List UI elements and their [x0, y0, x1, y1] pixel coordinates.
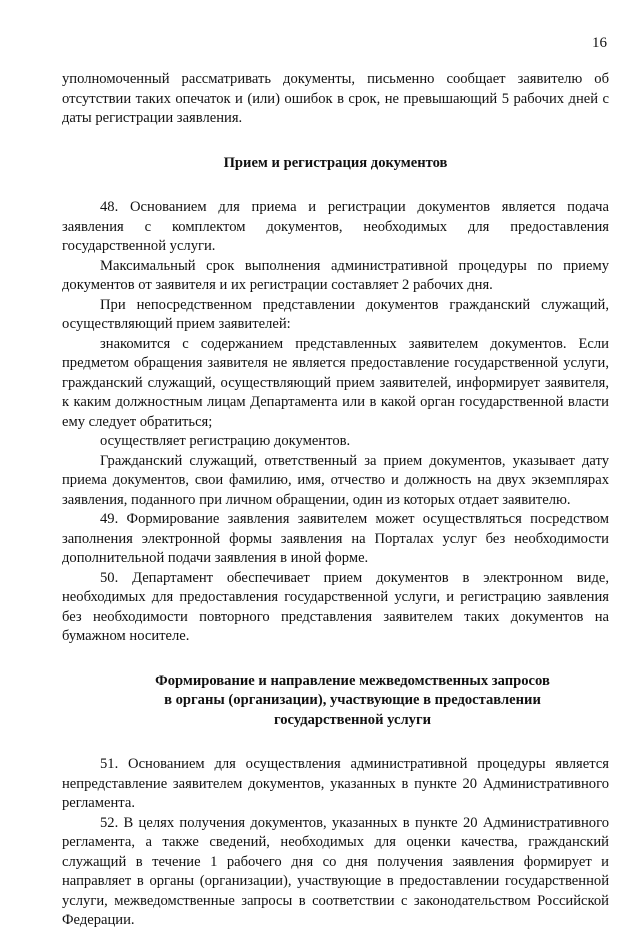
paragraph-52: 52. В целях получения документов, указанных в пункте 20 Административного регламента, а также сведений, необходимых для оценки качества, гражданский служащий в течение 1 рабочего дня со дня получения заявления формирует и направляет в органы (организации), участвующие в предоставлении государственной услуги, межведомственные запросы в соответствии с законодательством Российской Федерации.	[62, 814, 609, 928]
document-body	[62, 70, 609, 931]
page-number: 16	[592, 35, 607, 51]
heading-line: в органы (организации), участвующие в предоставлении	[164, 692, 541, 708]
section-heading-interagency-requests	[62, 672, 609, 731]
section-heading-reception: Прием и регистрация документов	[223, 154, 448, 171]
paragraph-responsible-officer: Гражданский служащий, ответственный за прием документов, указывает дату приема документов, свои фамилию, имя, отчество и должность на двух экземплярах заявления, поданного при личном обращении, один из которых отдает заявителю.	[62, 452, 609, 508]
paragraph-48: 48. Основанием для приема и регистрации документов является подача заявления с комплектом документов, необходимых для предоставления государственной услуги.	[62, 199, 609, 254]
paragraph-49: 49. Формирование заявления заявителем может осуществляться посредством заполнения электронной формы заявления на Порталах услуг без необходимости дополнительной подачи заявления в иной форме.	[62, 511, 609, 566]
paragraph-registration: осуществляет регистрацию документов.	[100, 433, 351, 449]
paragraph-50: 50. Департамент обеспечивает прием документов в электронном виде, необходимых для предоставления государственной услуги, и регистрацию заявления без необходимости повторного представления заявителем таких документов на бумажном носителе.	[62, 569, 609, 644]
paragraph-direct-submission: При непосредственном представлении документов гражданский служащий, осуществляющий прием заявителей:	[62, 296, 609, 332]
paragraph-continuation: уполномоченный рассматривать документы, письменно сообщает заявителю об отсутствии таких опечаток и (или) ошибок в срок, не превышающий 5 рабочих дней с даты регистрации заявления.	[62, 71, 609, 126]
paragraph-51: 51. Основанием для осуществления административной процедуры является непредставление заявителем документов, указанных в пункте 20 Административного регламента.	[62, 756, 609, 811]
heading-line: Формирование и направление межведомственных запросов	[155, 672, 550, 689]
paragraph-review: знакомится с содержанием представленных заявителем документов. Если предметом обращения заявителя не является предоставление государственной услуги, гражданский служащий, осуществляющий прием заявителей, информирует заявителя, к каким должностным лицам Департамента или в какой орган государственной власти ему следует обратиться;	[62, 335, 609, 430]
heading-line: государственной услуги	[273, 711, 432, 728]
paragraph-max-term: Максимальный срок выполнения административной процедуры по приему документов от заявителя и их регистрации составляет 2 рабочих дня.	[62, 257, 609, 293]
